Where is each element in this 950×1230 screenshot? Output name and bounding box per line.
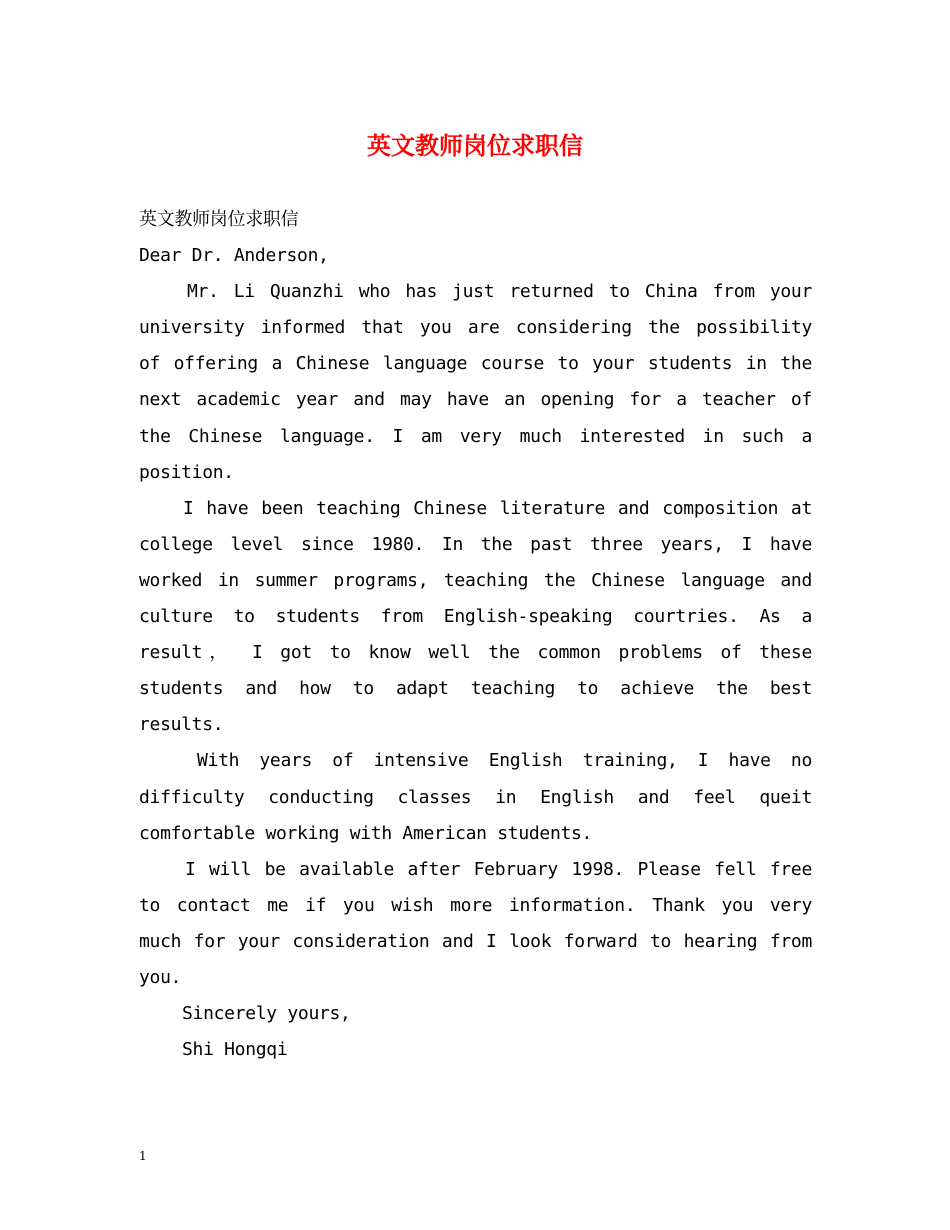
paragraph-line: With years of intensive English training, I have no: [197, 750, 812, 772]
paragraph-line: Mr. Li Quanzhi who has just returned to China from your: [187, 281, 812, 303]
closing: Sincerely yours,: [182, 1003, 351, 1025]
paragraph-line: culture to students from English-speaking courtries. As a: [139, 606, 812, 628]
paragraph-line: the Chinese language. I am very much interested in such a: [139, 425, 812, 447]
paragraph-line: of offering a Chinese language course to your students in the: [139, 353, 812, 375]
paragraph-line: I will be available after February 1998. Please fell free: [185, 858, 812, 880]
page-title: 英文教师岗位求职信: [367, 131, 583, 160]
salutation: Dear Dr. Anderson,: [139, 245, 329, 267]
paragraph-line: university informed that you are considering the possibility: [139, 317, 812, 339]
paragraph-3: [139, 743, 812, 851]
paragraph-line: position.: [139, 461, 234, 483]
paragraph-line: worked in summer programs, teaching the Chinese language and: [139, 569, 812, 591]
paragraph-line: results.: [139, 714, 224, 736]
paragraph-1: [139, 274, 812, 491]
paragraph-2: [139, 491, 812, 744]
paragraph-line: much for your consideration and I look forward to hearing from: [139, 930, 812, 952]
paragraph-line: difficulty conducting classes in English and feel queit: [139, 786, 812, 808]
paragraph-line: next academic year and may have an opening for a teacher of: [139, 389, 812, 411]
paragraph-line: college level since 1980. In the past three years, I have: [139, 533, 812, 555]
page-number: 1: [139, 1149, 147, 1163]
paragraph-line: I have been teaching Chinese literature and composition at: [183, 497, 812, 519]
paragraph-line: to contact me if you wish more information. Thank you very: [139, 894, 812, 916]
paragraph-4: [139, 852, 812, 996]
paragraph-line: students and how to adapt teaching to achieve the best: [139, 678, 812, 700]
paragraph-line: comfortable working with American students.: [139, 822, 593, 844]
letter-body: [139, 202, 812, 1068]
signature: Shi Hongqi: [182, 1039, 288, 1061]
letter-subtitle: 英文教师岗位求职信: [139, 209, 299, 230]
paragraph-line: you.: [139, 966, 182, 988]
paragraph-line: result， I got to know well the common problems of these: [139, 642, 812, 664]
